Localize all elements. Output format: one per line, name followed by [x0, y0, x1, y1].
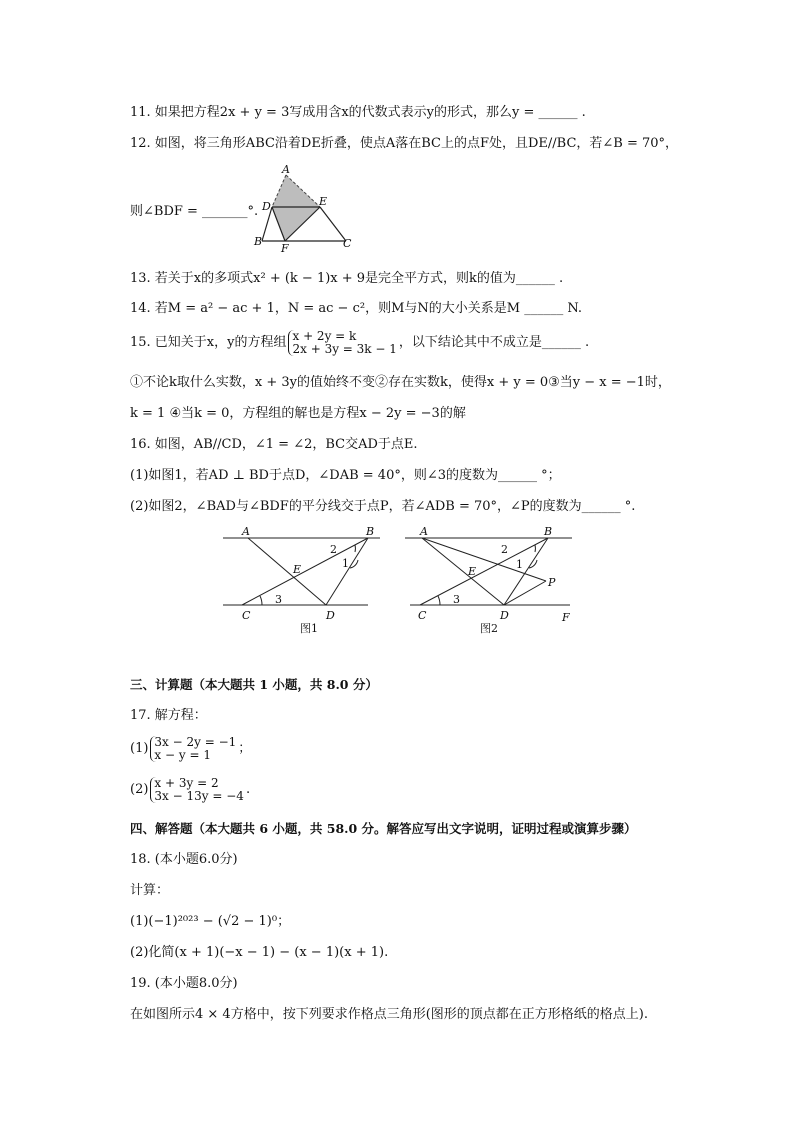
equation-system-q15 — [288, 330, 396, 356]
question-18-instruction: 计算： — [130, 883, 170, 898]
angle-1-label: 1 — [516, 558, 523, 571]
question-19: 19. (本小题8.0分) — [130, 976, 238, 991]
label-D: D — [326, 609, 335, 622]
label-A: A — [282, 163, 290, 176]
equation-system-17-1 — [150, 736, 236, 762]
question-19-text: 在如图所示4 × 4方格中，按下列要求作格点三角形(图形的顶点都在正方形格纸的格点上). — [130, 1007, 648, 1022]
label-F: F — [562, 611, 570, 624]
question-13: 13. 若关于x的多项式x² + (k − 1)x + 9是完全平方式，则k的值为______ . — [130, 271, 564, 286]
question-15-choices-1: ①不论k取什么实数，x + 3y的值始终不变②存在实数k，使得x + y = 0③当y − x = −1时， — [130, 375, 671, 390]
question-18-part-1: (1)(−1)²⁰²³ − (√2 − 1)⁰； — [130, 914, 291, 929]
question-12: 12. 如图，将三角形ABC沿着DE折叠，使点A落在BC上的点F处，且DE//BC，若∠B = 70°， — [130, 136, 679, 151]
equation: 2x + 3y = 3k − 1 — [292, 341, 397, 356]
question-18: 18. (本小题6.0分) — [130, 852, 238, 867]
label-D: D — [500, 609, 509, 622]
figure-q16-2 — [400, 522, 585, 637]
equation: 3x − 2y = −1 — [154, 734, 237, 749]
label-E: E — [293, 563, 302, 576]
label-E: E — [468, 565, 477, 578]
section-4-heading: 四、解答题（本大题共 6 小题，共 58.0 分。解答应写出文字说明，证明过程或演算步骤） — [130, 821, 637, 836]
angle-1-label: 1 — [342, 557, 349, 570]
equation: x + 3y = 2 — [154, 775, 219, 790]
label-P: P — [548, 576, 556, 589]
figure-caption: 图1 — [300, 622, 318, 635]
question-16-part-1: (1)如图1，若AD ⊥ BD于点D，∠DAB = 40°，则∠3的度数为______ °； — [130, 468, 561, 483]
angle-3-label: 3 — [453, 593, 460, 606]
angle-2-label: 2 — [501, 543, 508, 556]
question-14: 14. 若M = a² − ac + 1，N = ac − c²，则M与N的大小关系是M ______ N. — [130, 301, 583, 316]
question-12-answer-line: 则∠BDF = _______°. — [130, 204, 259, 219]
part-label: (2) — [130, 782, 149, 797]
equation-system-17-2 — [150, 777, 244, 803]
section-3-heading: 三、计算题（本大题共 1 小题，共 8.0 分） — [130, 677, 378, 692]
label-C: C — [418, 609, 427, 622]
question-16-part-2: (2)如图2，∠BAD与∠BDF的平分线交于点P，若∠ADB = 70°，∠P的度数为______ °. — [130, 499, 636, 514]
equation: 3x − 13y = −4 — [154, 788, 244, 803]
question-15-choices-2: k = 1 ④当k = 0，方程组的解也是方程x − 2y = −3的解 — [130, 406, 466, 421]
label-A: A — [420, 525, 428, 538]
figure-caption: 图2 — [480, 622, 498, 635]
question-16: 16. 如图，AB//CD，∠1 = ∠2，BC交AD于点E. — [130, 437, 418, 452]
part-end: . — [245, 782, 251, 797]
question-17-part-2 — [130, 775, 250, 805]
part-end: ； — [238, 741, 252, 756]
question-17-part-1 — [130, 734, 251, 764]
label-C: C — [242, 609, 251, 622]
label-E: E — [319, 195, 328, 208]
question-18-part-2: (2)化简(x + 1)(−x − 1) − (x − 1)(x + 1). — [130, 945, 389, 960]
question-15 — [130, 328, 589, 358]
label-B: B — [544, 525, 553, 538]
label-F: F — [281, 242, 289, 255]
equation: x − y = 1 — [154, 747, 211, 762]
label-B: B — [366, 525, 375, 538]
label-A: A — [242, 525, 250, 538]
angle-2-label: 2 — [330, 543, 337, 556]
figure-q12-triangle — [250, 163, 360, 255]
angle-3-label: 3 — [275, 593, 282, 606]
question-17: 17. 解方程： — [130, 708, 207, 723]
equation: x + 2y = k — [292, 328, 357, 343]
question-15-lead: 15. 已知关于x，y的方程组 — [130, 335, 287, 350]
label-B: B — [254, 235, 263, 248]
question-15-tail: ，以下结论其中不成立是______ . — [398, 335, 590, 350]
figure-q16-1 — [218, 522, 388, 637]
label-D: D — [262, 200, 271, 213]
label-C: C — [343, 237, 352, 250]
part-label: (1) — [130, 741, 149, 756]
question-11: 11. 如果把方程2x + y = 3写成用含x的代数式表示y的形式，那么y = ______ . — [130, 105, 586, 120]
